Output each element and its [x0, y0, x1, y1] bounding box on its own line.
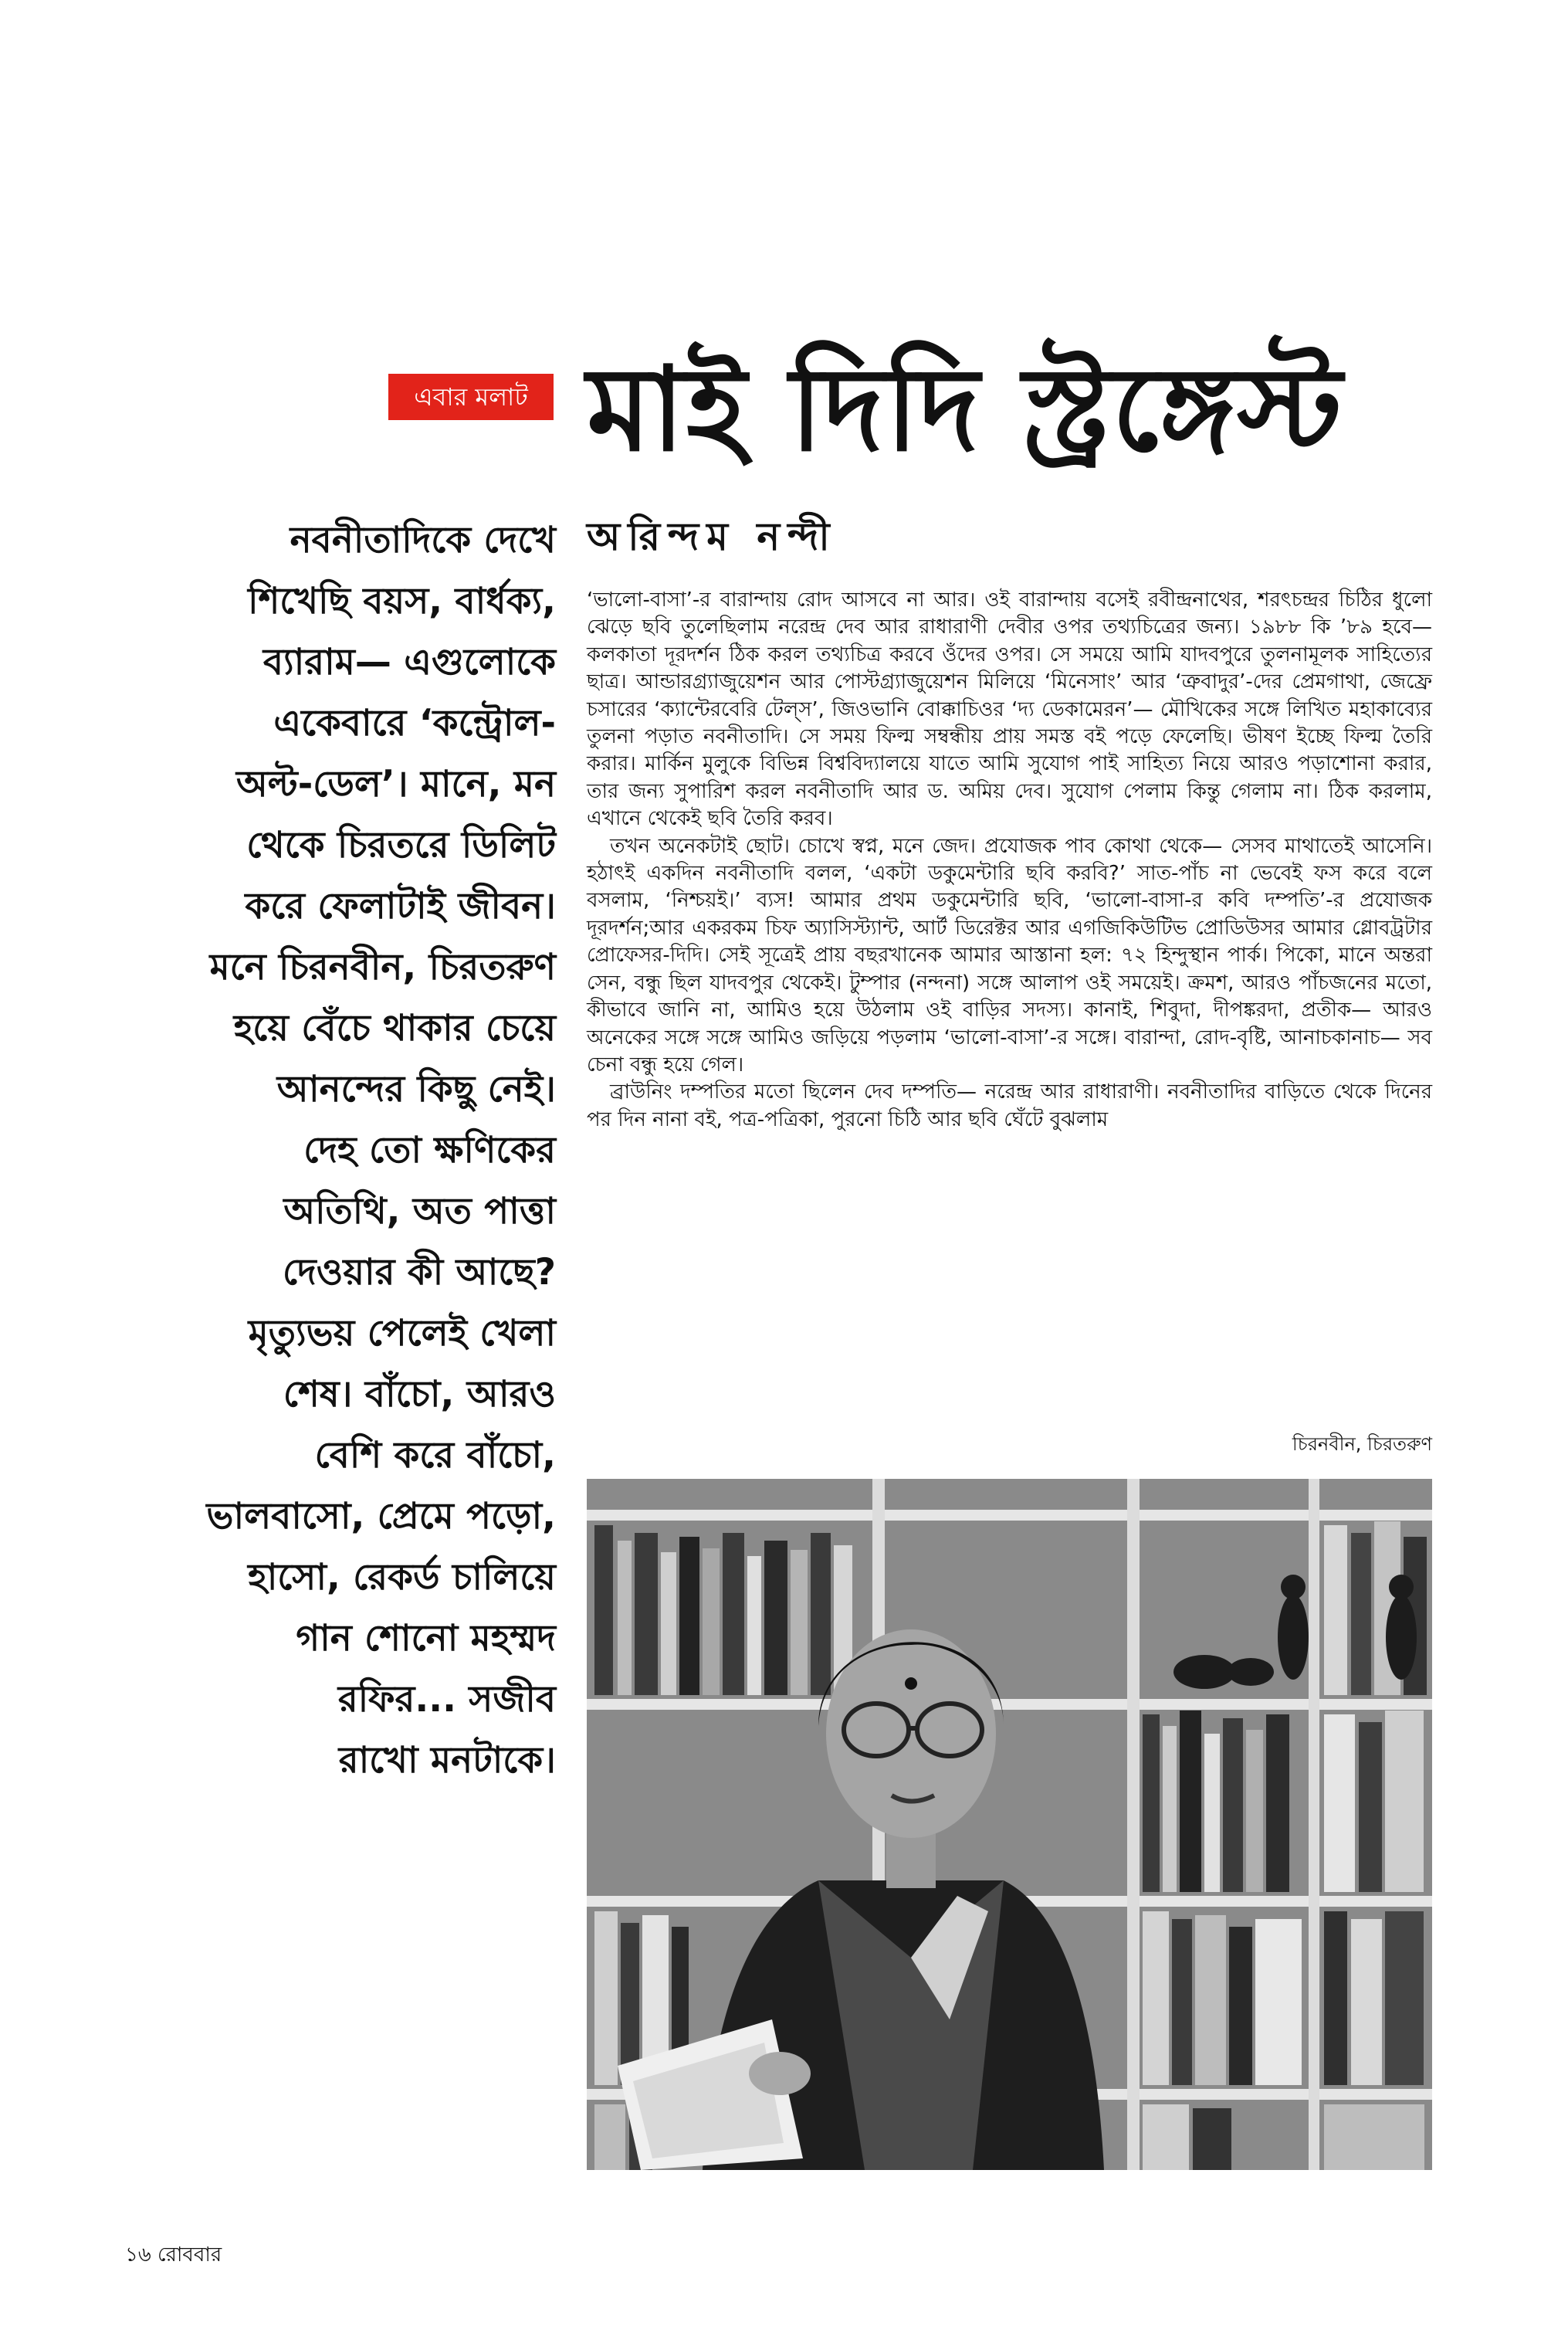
pull-quote-line: রাখো মনটাকে। [338, 1739, 556, 1782]
pull-quote-line: ভালবাসো, প্রেমে পড়ো, [206, 1495, 556, 1538]
pull-quote-line: অল্ট-ডেল’। মানে, মন [236, 763, 556, 805]
pull-quote-line: আনন্দের কিছু নেই। [276, 1068, 556, 1110]
portrait-photo [587, 1479, 1432, 2170]
author-byline: অরিন্দম নন্দী [587, 514, 838, 559]
article-paragraph: ব্রাউনিং দম্পতির মতো ছিলেন দেব দম্পতি— নরেন্দ্র আর রাধারাণী। নবনীতাদির বাড়িতে থেকে দিনের পর দিন নানা বই, পত্র-পত্রিকা, পুরনো চিঠি আর ছবি ঘেঁটে বুঝলাম [587, 1080, 1432, 1131]
photo-caption: চিরনবীন, চিরতরুণ [1292, 1433, 1432, 1455]
pull-quote-line: দেওয়ার কী আছে? [282, 1251, 556, 1294]
pull-quote-line: শেষ। বাঁচো, আরও [283, 1373, 556, 1416]
article-paragraph: তখন অনেকটাই ছোট। চোখে স্বপ্ন, মনে জেদ। প্রযোজক পাব কোথা থেকে— সেসব মাথাতেই আসেনি। হঠাৎই একদিন নবনীতাদি বলল, ‘একটা ডকুমেন্টারি ছবি করবি?’ সাত-পাঁচ না ভেবেই ফস করে বলে বসলাম, ‘নিশ্চয়ই।’ ব্যস! আমার প্রথম ডকুমেন্টারি ছবি, ‘ভালো-বাসা-র কবি দম্পতি’-র প্রযোজক দূরদর্শন;আর একরকম চিফ অ্যাসিস্ট্যান্ট, আর্ট ডিরেক্টর আর এগজিকিউটিভ প্রোডিউসর আমার গ্লোবট্রটার প্রোফেসর-দিদি। সেই সূত্রেই প্রায় বছরখানেক আমার আস্তানা হল: ৭২ হিন্দুস্থান পার্ক। পিকো, মানে অন্তরা সেন, বন্ধু ছিল যাদবপুর থেকেই। টুম্পার (নন্দনা) সঙ্গে আলাপ ওই সময়েই। ক্রমশ, আরও পাঁচজনের মতো, কীভাবে জানি না, আমিও হয়ে উঠলাম ওই বাড়ির সদস্য। কানাই, শিবুদা, দীপঙ্করদা, প্রতীক— আরও অনেকের সঙ্গে সঙ্গে আমিও জড়িয়ে পড়লাম ‘ভালো-বাসা’-র সঙ্গে। বারান্দা, রোদ-বৃষ্টি, আনাচকানাচ— সব চেনা বন্ধু হয়ে গেল। [587, 834, 1432, 1077]
pull-quote-line: মৃত্যুভয় পেলেই খেলা [248, 1312, 556, 1355]
pull-quote-line: ব্যারাম— এগুলোকে [262, 641, 556, 683]
page-folio: ১৬ রোববার [125, 2243, 222, 2267]
pull-quote [108, 510, 556, 1782]
pull-quote-line: মনে চিরনবীন, চিরতরুণ [209, 946, 556, 988]
pull-quote-line: দেহ তো ক্ষণিকের [303, 1129, 556, 1171]
article-body [587, 587, 1432, 1405]
pull-quote-line: করে ফেলাটাই জীবন। [245, 885, 556, 927]
pull-quote-line: শিখেছি বয়স, বার্ধক্য, [248, 580, 556, 622]
pull-quote-line: গান শোনো মহম্মদ [296, 1617, 556, 1660]
pull-quote-line: রফির... সজীব [337, 1678, 556, 1721]
section-badge: এবার মলাট [388, 374, 554, 420]
pull-quote-line: একেবারে ‘কন্ট্রোল- [273, 702, 556, 744]
pull-quote-line: হয়ে বেঁচে থাকার চেয়ে [233, 1007, 556, 1049]
pull-quote-line: অতিথি, অত পাত্তা [283, 1190, 556, 1233]
photo-illustration [587, 1479, 1432, 2170]
headline: মাই দিদি স্ট্রঙ্গেস্ট [587, 341, 1344, 477]
pull-quote-line: থেকে চিরতরে ডিলিট [246, 824, 556, 866]
pull-quote-line: বেশি করে বাঁচো, [314, 1434, 556, 1477]
pull-quote-line: হাসো, রেকর্ড চালিয়ে [248, 1556, 556, 1599]
pull-quote-line: নবনীতাদিকে দেখে [290, 519, 556, 561]
article-paragraph: ‘ভালো-বাসা’-র বারান্দায় রোদ আসবে না আর। ওই বারান্দায় বসেই রবীন্দ্রনাথের, শরৎচন্দ্রর চিঠির ধুলো ঝেড়ে ছবি তুলেছিলাম নরেন্দ্র দেব আর রাধারাণী দেবীর ওপর তথ্যচিত্রের জন্য। ১৯৮৮ কি ’৮৯ হবে— কলকাতা দূরদর্শন ঠিক করল তথ্যচিত্র করবে ওঁদের ওপর। সে সময়ে আমি যাদবপুরে তুলনামূলক সাহিত্যের ছাত্র। আন্ডারগ্র্যাজুয়েশন আর পোস্টগ্র্যাজুয়েশন মিলিয়ে ‘মিনেসাং’ আর ‘ত্রুবাদুর’-দের প্রেমগাথা, জেফ্রে চসারের ‘ক্যান্টেরবেরি টেল্স’, জিওভানি বোক্কাচিওর ‘দ্য ডেকামেরন’— মৌখিকের সঙ্গে লিখিত মহাকাব্যের তুলনা পড়াত নবনীতাদি। সে সময় ফিল্ম সম্বন্ধীয় প্রায় সমস্ত বই পড়ে ফেলেছি। ভীষণ ইচ্ছে ফিল্ম তৈরি করার। মার্কিন মুলুকে বিভিন্ন বিশ্ববিদ্যালয়ে যাতে আমি সুযোগ পাই সাহিত্য নিয়ে আরও পড়াশোনা করার, তার জন্য সুপারিশ করল নবনীতাদি আর ড. অমিয় দেব। সুযোগ পেলাম কিন্তু গেলাম না। ঠিক করলাম, এখানে থেকেই ছবি তৈরি করব। [587, 588, 1432, 831]
